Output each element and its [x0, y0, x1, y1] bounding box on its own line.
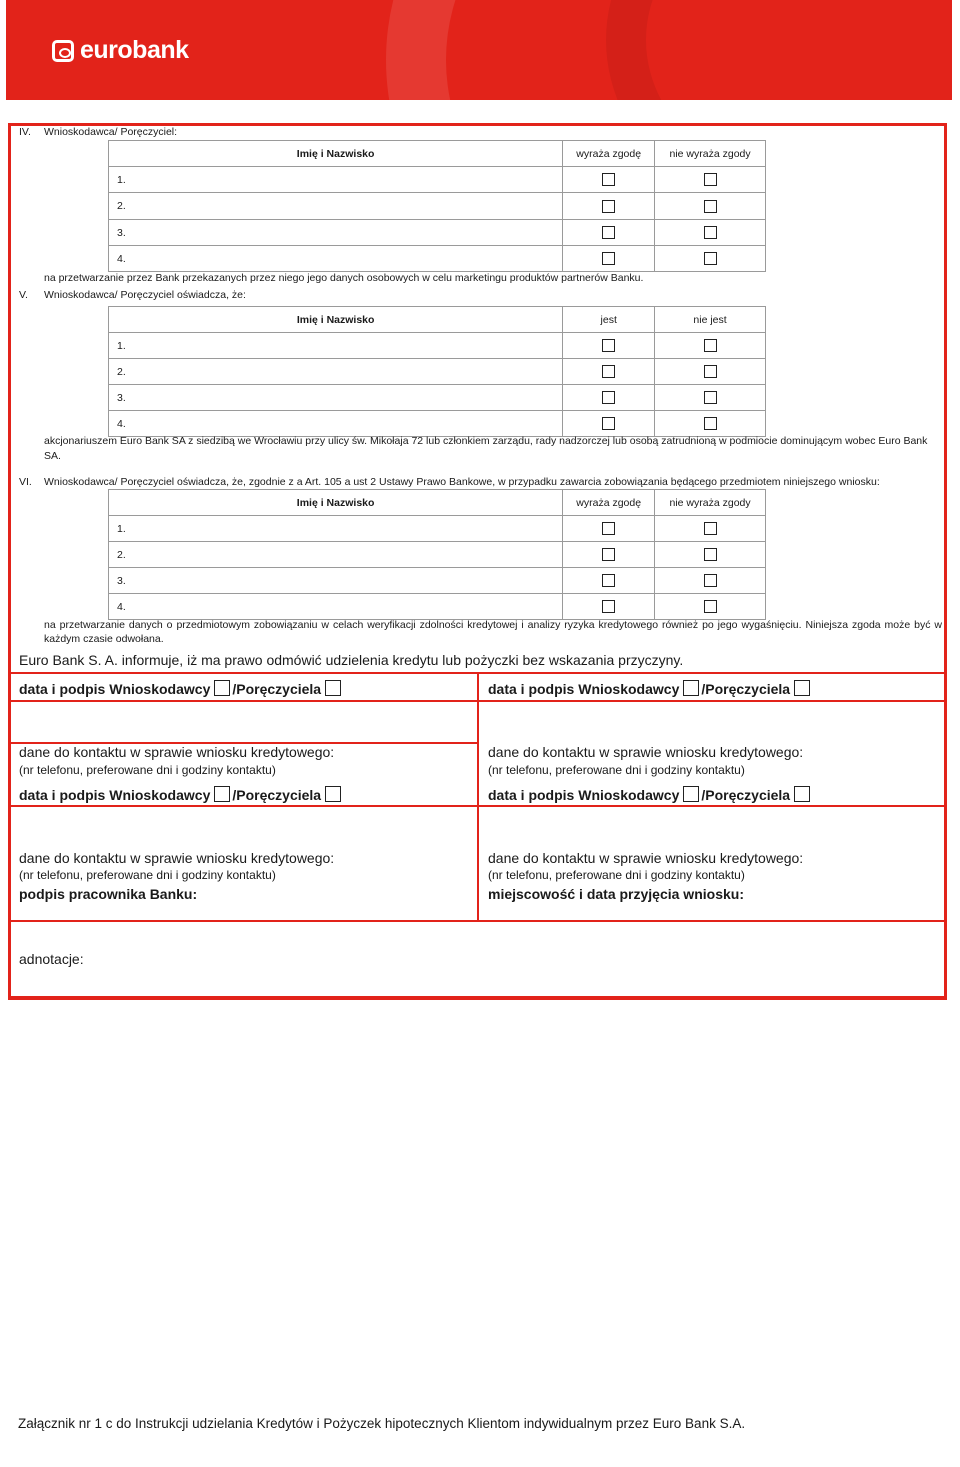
- decorative-swirl: [606, 0, 952, 100]
- row-number: 2.: [109, 193, 563, 220]
- contact-subtitle: (nr telefonu, preferowane dni i godziny kontaktu): [19, 868, 276, 882]
- row-number: 3.: [109, 220, 563, 246]
- guarantor-checkbox[interactable]: [794, 680, 810, 696]
- col-header-consent: wyraża zgodę: [563, 490, 655, 516]
- col-header-no-consent: nie wyraża zgody: [655, 141, 766, 167]
- col-header-name: Imię i Nazwisko: [109, 490, 563, 516]
- signature-label: [19, 680, 343, 697]
- col-header-consent: wyraża zgodę: [563, 141, 655, 167]
- no-consent-checkbox[interactable]: [704, 200, 717, 213]
- table-row: [109, 542, 766, 568]
- signature-label: [19, 786, 343, 803]
- consent-checkbox[interactable]: [602, 548, 615, 561]
- section-5-table: [108, 306, 766, 437]
- is-not-checkbox[interactable]: [704, 391, 717, 404]
- col-header-name: Imię i Nazwisko: [109, 307, 563, 333]
- section-6-table: [108, 489, 766, 620]
- contact-subtitle: (nr telefonu, preferowane dni i godziny kontaktu): [19, 763, 276, 777]
- section-4-title: Wnioskodawca/ Poręczyciel:: [44, 126, 178, 138]
- consent-checkbox[interactable]: [602, 252, 615, 265]
- is-checkbox[interactable]: [602, 391, 615, 404]
- section-6-number: VI.: [19, 476, 32, 488]
- applicant-checkbox[interactable]: [214, 680, 230, 696]
- table-row: [109, 220, 766, 246]
- contact-title: dane do kontaktu w sprawie wniosku kredytowego:: [19, 744, 335, 760]
- bank-employee-signature-label: podpis pracownika Banku:: [19, 886, 198, 902]
- is-checkbox[interactable]: [602, 339, 615, 352]
- section-4-number: IV.: [19, 126, 31, 138]
- table-row: [109, 333, 766, 359]
- divider: [8, 920, 947, 922]
- table-row: [109, 193, 766, 220]
- table-row: [109, 516, 766, 542]
- section-6-note: na przetwarzanie danych o przedmiotowym zobowiązaniu w celach weryfikacji zdolności kredytowej i analizy ryzyka kredytowego również po jego wygaśnięciu. Niniejsza zgoda może być w każdym czasie odwołana.: [44, 619, 942, 645]
- consent-checkbox[interactable]: [602, 522, 615, 535]
- col-header-is-not: nie jest: [655, 307, 766, 333]
- applicant-checkbox[interactable]: [683, 680, 699, 696]
- annotations-label: adnotacje:: [19, 951, 84, 967]
- guarantor-label: /Poręczyciela: [232, 787, 322, 803]
- is-checkbox[interactable]: [602, 417, 615, 430]
- table-row: [109, 568, 766, 594]
- consent-checkbox[interactable]: [602, 574, 615, 587]
- is-not-checkbox[interactable]: [704, 365, 717, 378]
- row-number: 4.: [109, 594, 563, 620]
- table-row: [109, 385, 766, 411]
- section-5-title: Wnioskodawca/ Poręczyciel oświadcza, że:: [44, 289, 246, 301]
- no-consent-checkbox[interactable]: [704, 226, 717, 239]
- col-header-is: jest: [563, 307, 655, 333]
- guarantor-label: /Poręczyciela: [232, 681, 322, 697]
- no-consent-checkbox[interactable]: [704, 548, 717, 561]
- row-number: 1.: [109, 167, 563, 193]
- consent-checkbox[interactable]: [602, 600, 615, 613]
- is-not-checkbox[interactable]: [704, 417, 717, 430]
- guarantor-label: /Poręczyciela: [701, 787, 791, 803]
- guarantor-checkbox[interactable]: [325, 786, 341, 802]
- section-5-note: akcjonariuszem Euro Bank SA z siedzibą we Wrocławiu przy ulicy św. Mikołaja 72 lub członkiem zarządu, rady nadzorczej lub osobą zatrudnioną w podmiocie dominującym wobec Euro Bank SA.: [44, 435, 928, 462]
- signature-label: [488, 786, 812, 803]
- no-consent-checkbox[interactable]: [704, 252, 717, 265]
- no-consent-checkbox[interactable]: [704, 173, 717, 186]
- table-row: [109, 594, 766, 620]
- row-number: 1.: [109, 516, 563, 542]
- is-not-checkbox[interactable]: [704, 339, 717, 352]
- consent-checkbox[interactable]: [602, 173, 615, 186]
- section-4-table: [108, 140, 766, 272]
- consent-checkbox[interactable]: [602, 226, 615, 239]
- refusal-notice: Euro Bank S. A. informuje, iż ma prawo odmówić udzielenia kredytu lub pożyczki bez wskazania przyczyny.: [19, 652, 684, 668]
- contact-title: dane do kontaktu w sprawie wniosku kredytowego:: [488, 744, 804, 760]
- divider: [8, 805, 947, 807]
- row-number: 4.: [109, 246, 563, 272]
- no-consent-checkbox[interactable]: [704, 574, 717, 587]
- divider: [477, 700, 479, 922]
- no-consent-checkbox[interactable]: [704, 600, 717, 613]
- table-row: [109, 167, 766, 193]
- table-header-row: [109, 141, 766, 167]
- row-number: 2.: [109, 542, 563, 568]
- applicant-label: data i podpis Wnioskodawcy: [488, 681, 680, 697]
- guarantor-checkbox[interactable]: [325, 680, 341, 696]
- header-banner: [6, 0, 952, 100]
- row-number: 4.: [109, 411, 563, 437]
- row-number: 3.: [109, 385, 563, 411]
- contact-title: dane do kontaktu w sprawie wniosku kredytowego:: [19, 850, 335, 866]
- table-header-row: [109, 307, 766, 333]
- table-header-row: [109, 490, 766, 516]
- section-5-number: V.: [19, 289, 28, 301]
- row-number: 1.: [109, 333, 563, 359]
- is-checkbox[interactable]: [602, 365, 615, 378]
- applicant-label: data i podpis Wnioskodawcy: [19, 787, 211, 803]
- applicant-label: data i podpis Wnioskodawcy: [19, 681, 211, 697]
- no-consent-checkbox[interactable]: [704, 522, 717, 535]
- consent-checkbox[interactable]: [602, 200, 615, 213]
- applicant-label: data i podpis Wnioskodawcy: [488, 787, 680, 803]
- applicant-checkbox[interactable]: [214, 786, 230, 802]
- row-number: 3.: [109, 568, 563, 594]
- guarantor-label: /Poręczyciela: [701, 681, 791, 697]
- table-row: [109, 411, 766, 437]
- section-6-title: Wnioskodawca/ Poręczyciel oświadcza, że, zgodnie z a Art. 105 a ust 2 Ustawy Prawo Bankowe, w przypadku zawarcia zobowiązania będącego przedmiotem niniejszego wniosku:: [44, 476, 880, 488]
- eurobank-logo-icon: [52, 40, 74, 62]
- col-header-no-consent: nie wyraża zgody: [655, 490, 766, 516]
- contact-subtitle: (nr telefonu, preferowane dni i godziny kontaktu): [488, 763, 745, 777]
- guarantor-checkbox[interactable]: [794, 786, 810, 802]
- brand-name: eurobank: [80, 36, 189, 64]
- table-row: [109, 246, 766, 272]
- footer-attachment-note: Załącznik nr 1 c do Instrukcji udzielania Kredytów i Pożyczek hipotecznych Klientom indywidualnym przez Euro Bank S.A.: [18, 1416, 746, 1431]
- applicant-checkbox[interactable]: [683, 786, 699, 802]
- place-date-label: miejscowość i data przyjęcia wniosku:: [488, 886, 744, 902]
- signature-label: [488, 680, 812, 697]
- eurobank-logo: [52, 36, 189, 65]
- contact-title: dane do kontaktu w sprawie wniosku kredytowego:: [488, 850, 804, 866]
- contact-subtitle: (nr telefonu, preferowane dni i godziny kontaktu): [488, 868, 745, 882]
- row-number: 2.: [109, 359, 563, 385]
- col-header-name: Imię i Nazwisko: [109, 141, 563, 167]
- section-4-note: na przetwarzanie przez Bank przekazanych przez niego jego danych osobowych w celu marketingu produktów partnerów Banku.: [44, 272, 644, 284]
- table-row: [109, 359, 766, 385]
